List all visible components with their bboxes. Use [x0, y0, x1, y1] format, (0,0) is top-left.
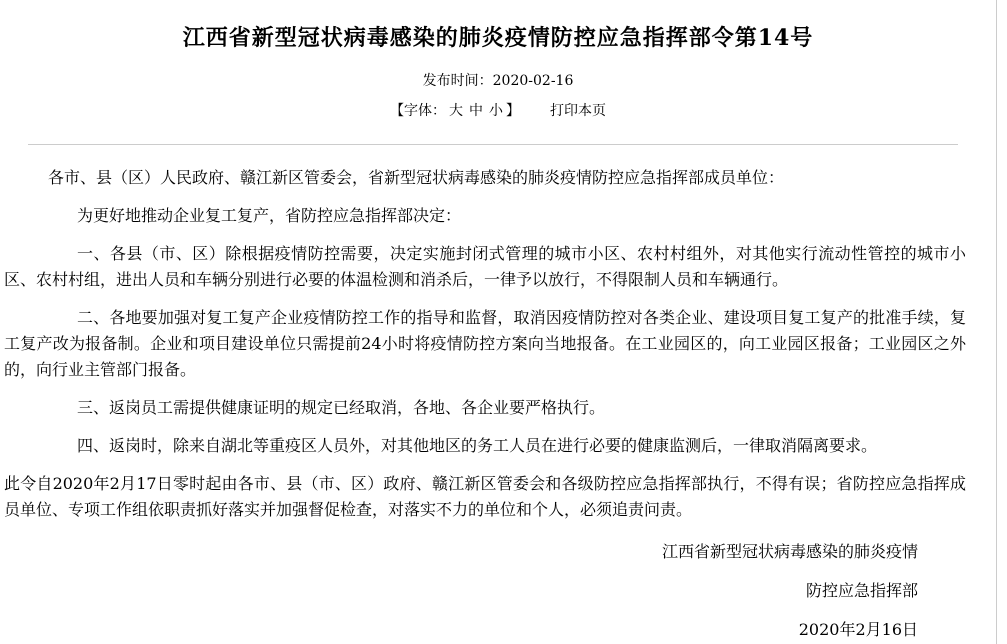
signature-org-line-1: 江西省新型冠状病毒感染的肺炎疫情: [661, 542, 918, 561]
font-toolbar-suffix: 】: [506, 103, 520, 119]
font-toolbar-prefix: 【字体：: [390, 103, 446, 119]
publish-date-value: 2020-02-16: [492, 73, 574, 89]
print-page-link[interactable]: 打印本页: [550, 103, 606, 119]
font-size-medium-link[interactable]: 中: [469, 103, 483, 119]
document-body: [0, 145, 996, 643]
salutation-paragraph: 各市、县（区）人民政府、赣江新区管委会，省新型冠状病毒感染的肺炎疫情防控应急指挥部成员单位：: [48, 168, 785, 187]
paragraph-item-1: 一、各县（市、区）除根据疫情防控需要，决定实施封闭式管理的城市小区、农村村组外，对其他实行流动性管控的城市小区、农村村组，进出人员和车辆分别进行必要的体温检测和消杀后，一律予以放行，不得限制人员和车辆通行。: [4, 244, 966, 289]
paragraph-intro: 为更好地推动企业复工复产，省防控应急指挥部决定：: [77, 206, 462, 225]
font-size-large-link[interactable]: 大: [449, 103, 463, 119]
publish-date-line: [0, 73, 996, 89]
paragraph-closing: 此令自2020年2月17日零时起由各市、县（市、区）政府、赣江新区管委会和各级防控应急指挥部执行，不得有误；省防控应急指挥成员单位、专项工作组依职责抓好落实并加强督促检查，对落实不力的单位和个人，必须追责问责。: [4, 474, 966, 519]
page-title: 江西省新型冠状病毒感染的肺炎疫情防控应急指挥部令第14号: [182, 25, 814, 51]
signature-date: 2020年2月16日: [798, 620, 918, 639]
font-size-toolbar: [0, 103, 996, 119]
document-header: [0, 0, 996, 119]
font-size-small-link[interactable]: 小: [489, 103, 503, 119]
paragraph-item-3: 三、返岗员工需提供健康证明的规定已经取消，各地、各企业要严格执行。: [77, 398, 606, 417]
signature-org-line-2: 防控应急指挥部: [805, 581, 918, 600]
signature-block: [4, 539, 966, 643]
publish-date-label: 发布时间：: [422, 73, 493, 89]
paragraph-item-2: 二、各地要加强对复工复产企业疫情防控工作的指导和监督，取消因疫情防控对各类企业、建设项目复工复产的批准手续，复工复产改为报备制。企业和项目建设单位只需提前24小时将疫情防控方案向当地报备。在工业园区的，向工业园区报备；工业园区之外的，向行业主管部门报备。: [4, 308, 966, 379]
paragraph-item-4: 四、返岗时，除来自湖北等重疫区人员外，对其他地区的务工人员在进行必要的健康监测后，一律取消隔离要求。: [77, 436, 878, 455]
